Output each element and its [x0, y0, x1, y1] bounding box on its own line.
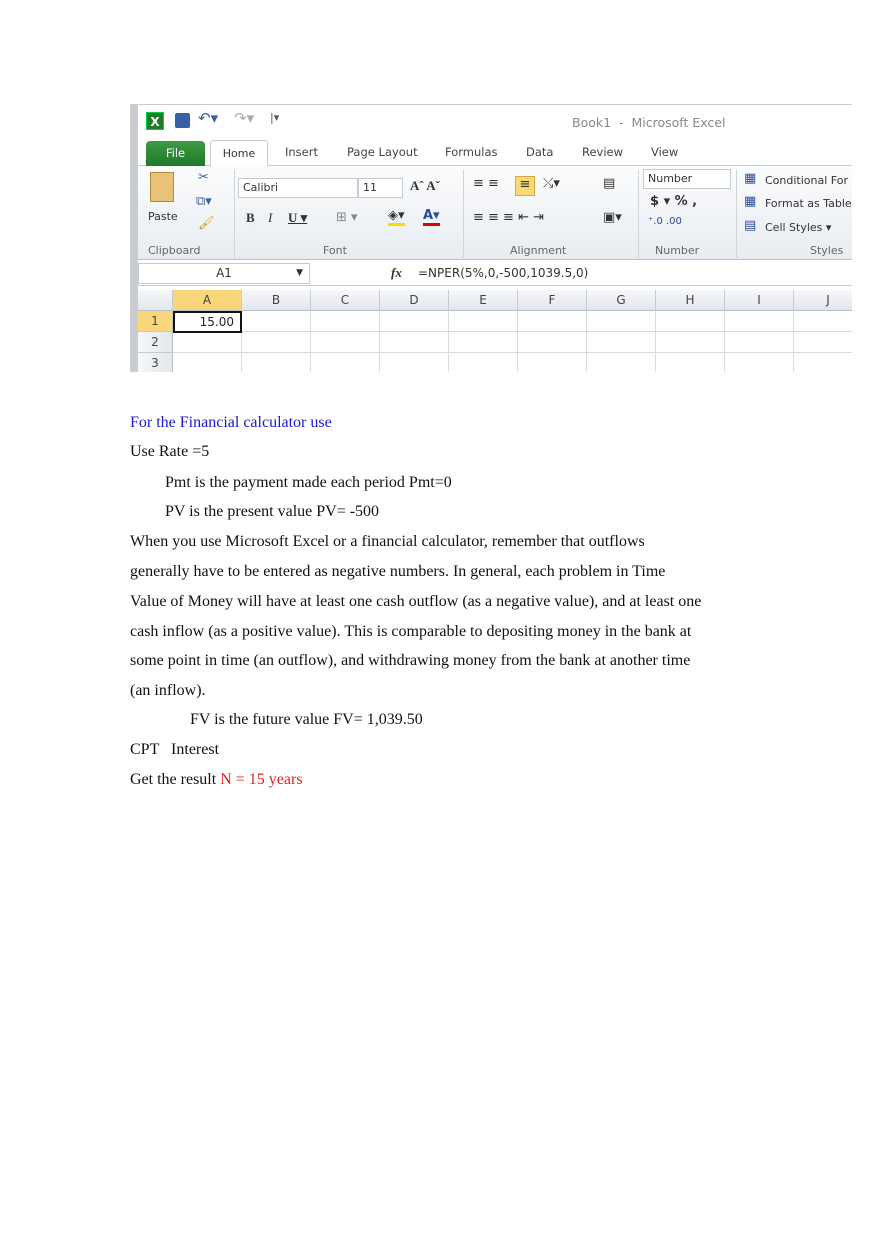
tab-review[interactable]: Review	[582, 145, 624, 159]
cell-a1-value: 15.00	[199, 315, 234, 329]
column-header-a[interactable]: A	[173, 290, 242, 311]
group-label-clipboard: Clipboard	[148, 244, 201, 257]
fv-line: FV is the future value FV= 1,039.50	[190, 711, 423, 728]
conditional-formatting-icon: ▦	[744, 171, 757, 186]
format-painter-icon[interactable]: 🖌	[198, 216, 215, 231]
column-header-i[interactable]: I	[725, 290, 794, 311]
tab-insert[interactable]: Insert	[285, 145, 318, 159]
row-header-2[interactable]: 2	[138, 332, 173, 353]
cell-styles-icon: ▤	[744, 218, 757, 233]
cell-g2[interactable]	[587, 332, 656, 353]
cell-f1[interactable]	[518, 311, 587, 332]
bold-icon[interactable]: B	[246, 210, 255, 225]
cell-h1[interactable]	[656, 311, 725, 332]
grow-font-icon[interactable]: Aˆ Aˇ	[410, 178, 440, 193]
calculator-heading: For the Financial calculator use	[130, 414, 332, 431]
cell-j3[interactable]	[794, 353, 852, 372]
fill-color-icon[interactable]: ◈▾	[388, 208, 405, 226]
group-label-font: Font	[323, 244, 347, 257]
excel-screenshot	[130, 104, 852, 372]
tab-data[interactable]: Data	[526, 145, 554, 159]
group-label-alignment: Alignment	[510, 244, 567, 257]
customize-toolbar-icon[interactable]: |▾	[270, 111, 280, 124]
align-middle-icon[interactable]: ≡	[515, 176, 535, 196]
paragraph-line: generally have to be entered as negative numbers. In general, each problem in Time	[130, 563, 666, 580]
column-header-f[interactable]: F	[518, 290, 587, 311]
redo-icon[interactable]: ↷▾	[234, 109, 255, 127]
cell-f2[interactable]	[518, 332, 587, 353]
cpt-line: CPT Interest	[130, 741, 220, 758]
cell-g3[interactable]	[587, 353, 656, 372]
column-header-j[interactable]: J	[794, 290, 852, 311]
paste-button[interactable]: Paste	[148, 210, 178, 223]
merge-center-icon[interactable]: ▣▾	[603, 210, 622, 225]
column-header-g[interactable]: G	[587, 290, 656, 311]
font-size-select[interactable]: 11	[358, 178, 403, 198]
cell-e2[interactable]	[449, 332, 518, 353]
result-value: N = 15 years	[220, 771, 303, 788]
undo-icon[interactable]: ↶▾	[198, 109, 219, 127]
paragraph-line: some point in time (an outflow), and withdrawing money from the bank at another time	[130, 652, 691, 669]
column-header-h[interactable]: H	[656, 290, 725, 311]
cell-b3[interactable]	[242, 353, 311, 372]
cell-h2[interactable]	[656, 332, 725, 353]
fx-icon[interactable]: fx	[391, 265, 402, 280]
cell-g1[interactable]	[587, 311, 656, 332]
font-name-select[interactable]: Calibri	[238, 178, 358, 198]
column-header-c[interactable]: C	[311, 290, 380, 311]
window-title: Book1 - Microsoft Excel	[572, 115, 726, 130]
cell-e3[interactable]	[449, 353, 518, 372]
rate-line: Use Rate =5	[130, 443, 210, 460]
save-icon[interactable]	[175, 113, 190, 128]
cell-a2[interactable]	[173, 332, 242, 353]
chevron-down-icon: ▼	[296, 268, 303, 278]
select-all[interactable]	[138, 290, 173, 311]
paragraph-line: When you use Microsoft Excel or a financial calculator, remember that outflows	[130, 533, 645, 550]
tab-home[interactable]: Home	[210, 140, 268, 167]
italic-icon[interactable]: I	[268, 210, 273, 225]
cell-c2[interactable]	[311, 332, 380, 353]
formula-input[interactable]: =NPER(5%,0,-500,1039.5,0)	[418, 266, 589, 280]
cell-d3[interactable]	[380, 353, 449, 372]
group-label-styles: Styles	[810, 244, 844, 257]
cell-j2[interactable]	[794, 332, 852, 353]
number-format-select[interactable]: Number	[643, 169, 731, 189]
cell-j1[interactable]	[794, 311, 852, 332]
paragraph-line: cash inflow (as a positive value). This is comparable to depositing money in the bank at	[130, 623, 692, 640]
cell-f3[interactable]	[518, 353, 587, 372]
ribbon	[138, 166, 852, 260]
pmt-line: Pmt is the payment made each period Pmt=0	[165, 474, 452, 491]
cell-a3[interactable]	[173, 353, 242, 372]
tab-page-layout[interactable]: Page Layout	[347, 145, 418, 159]
decimal-icon[interactable]: ⁺.0 .00	[648, 216, 682, 227]
column-header-d[interactable]: D	[380, 290, 449, 311]
format-table-icon: ▦	[744, 194, 757, 209]
tab-file[interactable]: File	[146, 141, 205, 166]
row-header-1[interactable]: 1	[138, 311, 173, 332]
align-top-icon[interactable]: ≡ ≡	[473, 176, 499, 191]
underline-icon[interactable]: U ▾	[288, 210, 308, 225]
name-box-value: A1	[216, 266, 232, 280]
cell-i2[interactable]	[725, 332, 794, 353]
column-header-e[interactable]: E	[449, 290, 518, 311]
title-bar	[138, 105, 852, 139]
paste-icon[interactable]	[150, 172, 174, 202]
cell-b2[interactable]	[242, 332, 311, 353]
cell-e1[interactable]	[449, 311, 518, 332]
result-line	[130, 771, 303, 789]
result-prefix: Get the result	[130, 771, 221, 788]
pv-line: PV is the present value PV= -500	[165, 503, 380, 520]
currency-icon[interactable]: $ ▾ % ,	[650, 194, 698, 209]
paragraph-line: Value of Money will have at least one cash outflow (as a negative value), and at least one	[130, 593, 702, 610]
group-label-number: Number	[655, 244, 700, 257]
cell-a1[interactable]	[173, 311, 242, 333]
font-color-icon[interactable]: A▾	[423, 208, 440, 226]
format-as-table-button[interactable]: Format as Table	[765, 197, 852, 210]
tab-view[interactable]: View	[651, 145, 679, 159]
wrap-text-icon[interactable]: ▤	[603, 176, 616, 191]
cell-c1[interactable]	[311, 311, 380, 332]
copy-icon[interactable]: ⧉▾	[196, 194, 212, 209]
align-left-icon[interactable]: ≡ ≡ ≡ ⇤ ⇥	[473, 210, 544, 225]
cut-icon[interactable]: ✂	[198, 170, 209, 185]
orientation-icon[interactable]: ⤯▾	[543, 176, 560, 191]
column-header-b[interactable]: B	[242, 290, 311, 311]
name-box[interactable]	[138, 263, 310, 284]
cell-c3[interactable]	[311, 353, 380, 372]
cell-d2[interactable]	[380, 332, 449, 353]
borders-icon[interactable]: ⊞ ▾	[336, 210, 358, 225]
paragraph-line: (an inflow).	[130, 682, 206, 699]
cell-i1[interactable]	[725, 311, 794, 332]
ribbon-tabs	[138, 139, 852, 166]
conditional-formatting-button[interactable]: Conditional For	[765, 174, 848, 187]
excel-logo-icon: X	[146, 112, 164, 130]
formula-bar	[138, 261, 852, 286]
cell-styles-button[interactable]: Cell Styles ▾	[765, 221, 832, 234]
cell-d1[interactable]	[380, 311, 449, 332]
cell-i3[interactable]	[725, 353, 794, 372]
cell-h3[interactable]	[656, 353, 725, 372]
tab-formulas[interactable]: Formulas	[445, 145, 498, 159]
cell-b1[interactable]	[242, 311, 311, 332]
row-header-3[interactable]: 3	[138, 353, 173, 372]
